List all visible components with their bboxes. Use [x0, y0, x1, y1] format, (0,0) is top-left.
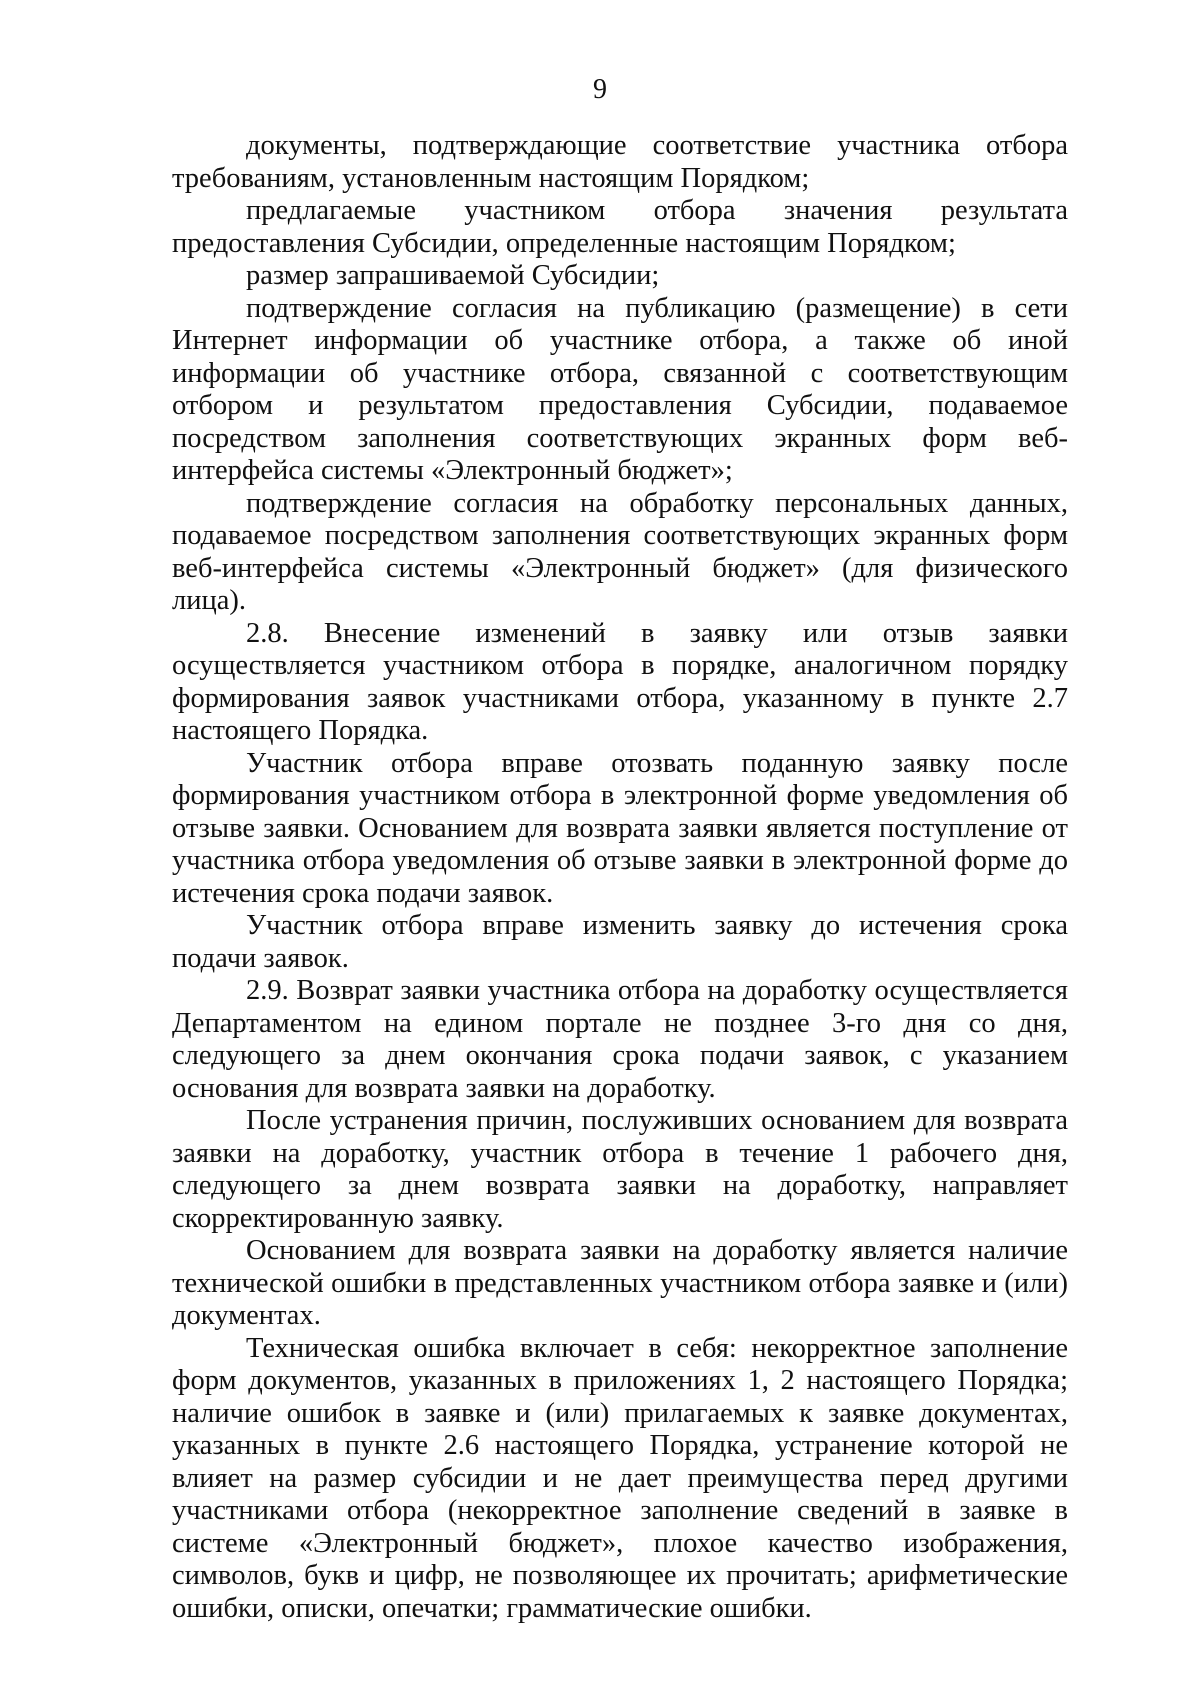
- paragraph-modify-application: Участник отбора вправе изменить заявку до истечения срока подачи заявок.: [172, 910, 1068, 974]
- paragraph-withdraw-application: Участник отбора вправе отозвать поданную заявку после формирования участником отбора в электронной форме уведомления об отзыве заявки. Основанием для возврата заявки является поступление от участника отбора уведомления об отзыве заявки в электронной форме до истечения срока подачи заявок.: [172, 747, 1068, 909]
- paragraph-technical-error: Техническая ошибка включает в себя: некорректное заполнение форм документов, указанных в приложениях 1, 2 настоящего Порядка; наличие ошибок в заявке и (или) прилагаемых к заявке документах, указанных в пункте 2.6 настоящего Порядка, устранение которой не влияет на размер субсидии и не дает преимущества перед другими участниками отбора (некорректное заполнение сведений в заявке в системе «Электронный бюджет», плохое качество изображения, символов, букв и цифр, не позволяющее их прочитать; арифметические ошибки, описки, опечатки; грамматические ошибки.: [172, 1332, 1068, 1624]
- paragraph-proposed-values: предлагаемые участником отбора значения результата предоставления Субсидии, определенные настоящим Порядком;: [172, 195, 1068, 259]
- paragraph-subsidy-amount: размер запрашиваемой Субсидии;: [246, 260, 660, 291]
- paragraph-section-2-8: 2.8. Внесение изменений в заявку или отзыв заявки осуществляется участником отбора в порядке, аналогичном порядку формирования заявок участниками отбора, указанному в пункте 2.7 настоящего Порядка.: [172, 617, 1068, 746]
- document-body: [172, 130, 1068, 1625]
- paragraph-personal-data-consent: подтверждение согласия на обработку персональных данных, подаваемое посредством заполнения соответствующих экранных форм веб-интерфейса системы «Электронный бюджет» (для физического лица).: [172, 487, 1068, 616]
- paragraph-return-basis: Основанием для возврата заявки на доработку является наличие технической ошибки в представленных участником отбора заявке и (или) документах.: [172, 1235, 1068, 1331]
- page-number: 9: [593, 74, 607, 105]
- paragraph-publication-consent: подтверждение согласия на публикацию (размещение) в сети Интернет информации об участнике отбора, а также об иной информации об участнике отбора, связанной с соответствующим отбором и результатом предоставления Субсидии, подаваемое посредством заполнения соответствующих экранных форм веб-интерфейса системы «Электронный бюджет»;: [172, 292, 1068, 486]
- paragraph-after-correction: После устранения причин, послуживших основанием для возврата заявки на доработку, участник отбора в течение 1 рабочего дня, следующего за днем возврата заявки на доработку, направляет скорректированную заявку.: [172, 1105, 1068, 1234]
- paragraph-documents-confirming: документы, подтверждающие соответствие участника отбора требованиям, установленным настоящим Порядком;: [172, 130, 1068, 194]
- paragraph-section-2-9: 2.9. Возврат заявки участника отбора на доработку осуществляется Департаментом на едином портале не позднее 3-го дня со дня, следующего за днем окончания срока подачи заявок, с указанием основания для возврата заявки на доработку.: [172, 975, 1068, 1104]
